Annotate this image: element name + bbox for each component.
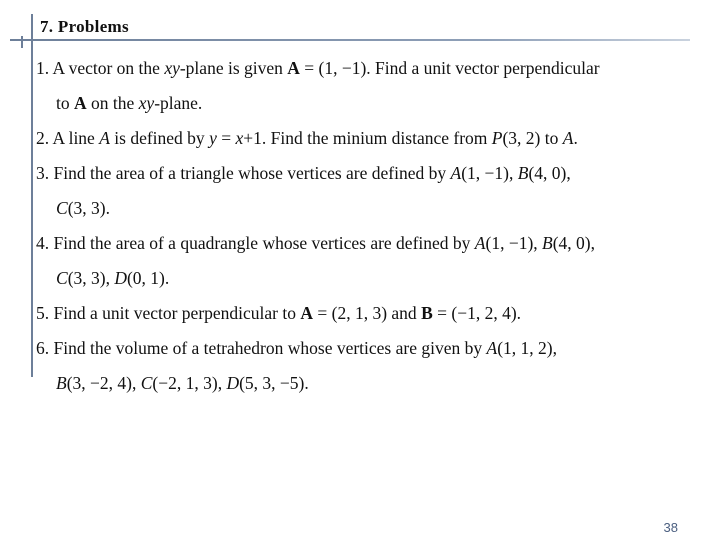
- math-italic: B: [56, 373, 67, 393]
- text-run: +1. Find the minium distance from: [243, 128, 492, 148]
- text-run: (3, 2) to: [502, 128, 563, 148]
- text-run: (1, −1),: [485, 233, 543, 253]
- problem-text: [36, 303, 706, 324]
- left-accent-bar-outer: [21, 36, 23, 48]
- text-run: (4, 0),: [552, 233, 596, 253]
- text-run: (1, 1, 2),: [497, 338, 557, 358]
- vector-bold: A: [74, 93, 87, 113]
- text-run: on the: [86, 93, 139, 113]
- left-accent-bar-inner: [31, 14, 33, 377]
- math-italic: D: [226, 373, 240, 393]
- page-number: 38: [663, 520, 678, 535]
- slide-title: 7. Problems: [40, 17, 129, 36]
- text-run: (5, 3, −5).: [239, 373, 309, 393]
- text-run: 1. A vector on the: [36, 58, 165, 78]
- text-run: (−2, 1, 3),: [152, 373, 227, 393]
- problem-text: [36, 338, 706, 359]
- text-run: 6. Find the volume of a tetrahedron whose vertices are given by: [36, 338, 487, 358]
- text-run: 3. Find the area of a triangle whose vertices are defined by: [36, 163, 451, 183]
- text-run: =: [216, 128, 236, 148]
- vector-bold: A: [287, 58, 300, 78]
- problem-item: [36, 128, 706, 149]
- math-italic: B: [542, 233, 553, 253]
- math-italic: A: [474, 233, 486, 253]
- text-run: = (1, −1). Find a unit vector perpendicular: [299, 58, 600, 78]
- math-italic: D: [114, 268, 127, 288]
- math-italic: B: [517, 163, 529, 183]
- math-italic: C: [56, 268, 68, 288]
- text-run: (1, −1),: [461, 163, 518, 183]
- text-run: = (2, 1, 3) and: [313, 303, 422, 323]
- math-italic: C: [140, 373, 153, 393]
- text-run: is defined by: [109, 128, 210, 148]
- text-run: -plane is given: [179, 58, 288, 78]
- text-run: = (−1, 2, 4).: [432, 303, 522, 323]
- text-run: (3, 3),: [67, 268, 115, 288]
- text-run: .: [573, 128, 578, 148]
- problem-item: [36, 233, 706, 289]
- text-run: to: [56, 93, 74, 113]
- text-run: 4. Find the area of a quadrangle whose vertices are defined by: [36, 233, 475, 253]
- text-run: (0, 1).: [126, 268, 170, 288]
- problem-text: [36, 128, 706, 149]
- text-run: (4, 0),: [528, 163, 571, 183]
- text-run: -plane.: [154, 93, 203, 113]
- problem-text: [36, 163, 706, 184]
- problem-continuation: [36, 373, 706, 394]
- math-italic: A: [562, 128, 574, 148]
- text-run: 5. Find a unit vector perpendicular to: [36, 303, 301, 323]
- math-italic: y: [209, 128, 217, 148]
- text-run: (3, −2, 4),: [66, 373, 141, 393]
- math-italic: P: [491, 128, 503, 148]
- problem-item: [36, 303, 706, 324]
- vector-bold: B: [421, 303, 433, 323]
- problem-continuation: [36, 198, 706, 219]
- problem-item: [36, 163, 706, 219]
- problem-text: [36, 58, 706, 79]
- problem-continuation: [36, 268, 706, 289]
- math-italic: C: [56, 198, 68, 218]
- problem-text: [36, 233, 706, 254]
- vector-bold: A: [300, 303, 314, 323]
- math-italic: A: [99, 128, 110, 148]
- math-italic: A: [486, 338, 498, 358]
- math-italic: x: [235, 128, 244, 148]
- text-run: (3, 3).: [67, 198, 110, 218]
- math-italic: xy: [164, 58, 180, 78]
- title-underline: [10, 39, 690, 41]
- problem-item: [36, 58, 706, 114]
- problem-continuation: [36, 93, 706, 114]
- math-italic: xy: [138, 93, 155, 113]
- text-run: 2. A line: [36, 128, 100, 148]
- problem-item: [36, 338, 706, 394]
- math-italic: A: [450, 163, 462, 183]
- problem-list: [36, 58, 706, 408]
